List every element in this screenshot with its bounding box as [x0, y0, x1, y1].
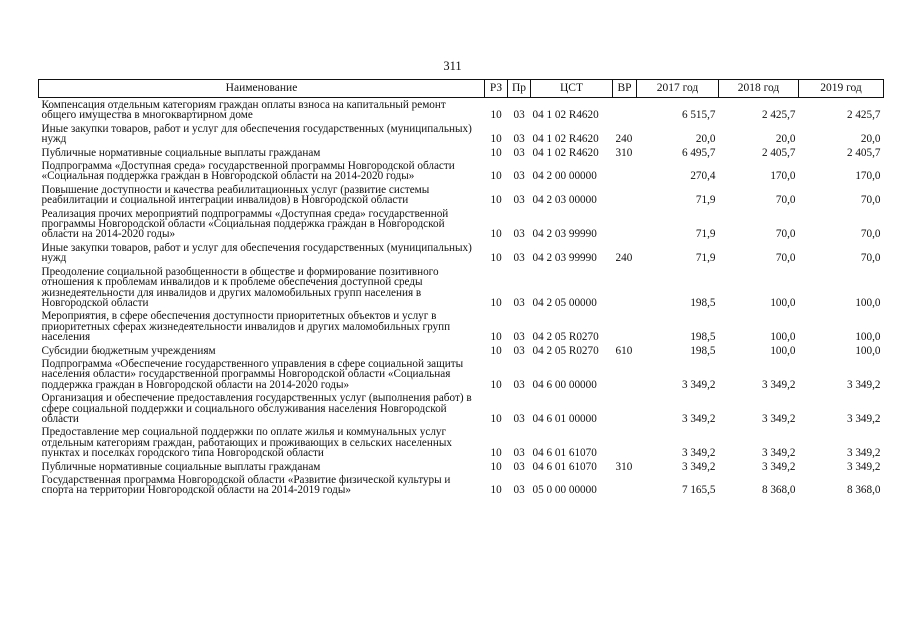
row-2017: 71,9 [695, 252, 716, 265]
row-2019: 2 405,7 [846, 146, 881, 159]
table-row [39, 265, 884, 310]
row-name: Публичные нормативные социальные выплаты гражданам [41, 460, 321, 473]
header-rz: РЗ [485, 80, 508, 98]
row-cst: 04 2 03 00000 [532, 194, 597, 207]
row-2019: 3 349,2 [846, 412, 881, 425]
table-row [39, 146, 884, 159]
row-name: Субсидии бюджетным учреждениям [41, 344, 216, 357]
row-pr: 03 [513, 109, 525, 122]
row-2017: 20,0 [695, 133, 716, 146]
row-2019: 3 349,2 [846, 460, 881, 473]
header-row [39, 80, 884, 98]
budget-table [38, 79, 884, 497]
row-2019: 100,0 [855, 296, 881, 309]
row-2019: 70,0 [860, 252, 881, 265]
table-row [39, 391, 884, 425]
header-cst: ЦСТ [531, 80, 613, 98]
row-rz: 10 [490, 252, 502, 265]
row-name: Подпрограмма «Обеспечение государственного управления в сфере социальной защиты населения области» государственной программы Новгородской области «Социальная поддержка граждан в Новгородской области на 2014-2020 годы» [41, 357, 464, 391]
row-2019: 70,0 [860, 228, 881, 241]
row-name: Преодоление социальной разобщенности в обществе и формирование позитивного отношения к проблемам инвалидов и к проблеме обеспечения доступной среды жизнедеятельности для инвалидов и других маломобильных групп населения в Новгородской области [41, 265, 439, 309]
row-pr: 03 [513, 484, 525, 497]
row-cst: 04 1 02 R4620 [532, 133, 599, 146]
table-row [39, 159, 884, 183]
row-vr [613, 357, 637, 391]
row-vr [613, 391, 637, 425]
row-vr [613, 98, 637, 122]
row-rz: 10 [490, 460, 502, 473]
row-rz: 10 [490, 484, 502, 497]
row-2019: 8 368,0 [846, 484, 881, 497]
row-rz: 10 [490, 194, 502, 207]
table-row [39, 460, 884, 473]
table-row [39, 98, 884, 122]
row-name: Государственная программа Новгородской области «Развитие физической культуры и спорта на территории Новгородской области на 2014-2019 годы» [41, 474, 451, 497]
row-pr: 03 [513, 252, 525, 265]
row-2017: 71,9 [695, 228, 716, 241]
row-2017: 198,5 [690, 296, 716, 309]
row-cst: 04 1 02 R4620 [532, 109, 599, 122]
row-name: Мероприятия, в сфере обеспечения доступности приоритетных объектов и услуг в приоритетных сферах жизнедеятельности инвалидов и других маломобильных групп населения [41, 310, 451, 344]
table-row [39, 183, 884, 207]
row-name: Реализация прочих мероприятий подпрограммы «Доступная среда» государственной программы Новгородской области «Социальная поддержка граждан в Новгородской области на 2014-2020 годы» [41, 207, 449, 241]
row-name: Подпрограмма «Доступная среда» государственной программы Новгородской области «Социальная поддержка граждан в Новгородской области на 2014-2020 годы» [41, 160, 455, 183]
row-2017: 270,4 [690, 170, 716, 183]
row-rz: 10 [490, 378, 502, 391]
row-2018: 100,0 [770, 296, 796, 309]
row-cst: 04 2 05 00000 [532, 296, 597, 309]
row-pr: 03 [513, 331, 525, 344]
row-pr: 03 [513, 344, 525, 357]
row-2017: 6 515,7 [681, 109, 716, 122]
table-row [39, 473, 884, 497]
row-2018: 2 405,7 [761, 146, 796, 159]
table-row [39, 309, 884, 343]
row-rz: 10 [490, 170, 502, 183]
row-2017: 3 349,2 [681, 378, 716, 391]
row-vr [613, 425, 637, 459]
header-2018: 2018 год [719, 80, 799, 98]
row-rz: 10 [490, 331, 502, 344]
row-2018: 3 349,2 [761, 412, 796, 425]
table-row [39, 425, 884, 459]
row-2018: 20,0 [775, 133, 796, 146]
row-2017: 198,5 [690, 331, 716, 344]
row-rz: 10 [490, 109, 502, 122]
row-2017: 6 495,7 [681, 146, 716, 159]
row-pr: 03 [513, 228, 525, 241]
row-vr: 240 [615, 252, 633, 265]
row-vr [613, 207, 637, 241]
row-rz: 10 [490, 447, 502, 460]
row-rz: 10 [490, 146, 502, 159]
row-name: Предоставление мер социальной поддержки по оплате жилья и коммунальных услуг отдельным категориям граждан, работающих и проживающих в сельских населенных пунктах и поселках городского типа Новгородской области [41, 426, 452, 460]
row-vr: 610 [615, 344, 633, 357]
table-header [39, 80, 884, 98]
row-2019: 100,0 [855, 331, 881, 344]
table-row [39, 241, 884, 265]
row-2019: 3 349,2 [846, 378, 881, 391]
row-cst: 04 2 03 99990 [532, 228, 597, 241]
row-pr: 03 [513, 378, 525, 391]
row-cst: 04 1 02 R4620 [532, 146, 599, 159]
header-pr: Пр [508, 80, 531, 98]
row-2018: 3 349,2 [761, 378, 796, 391]
row-vr [613, 183, 637, 207]
row-cst: 04 6 01 00000 [532, 412, 597, 425]
row-rz: 10 [490, 344, 502, 357]
row-2017: 7 165,5 [681, 484, 716, 497]
row-name: Публичные нормативные социальные выплаты гражданам [41, 146, 321, 159]
row-pr: 03 [513, 447, 525, 460]
row-vr [613, 473, 637, 497]
row-2018: 3 349,2 [761, 447, 796, 460]
row-cst: 04 2 05 R0270 [532, 344, 599, 357]
table-row [39, 344, 884, 357]
row-name: Иные закупки товаров, работ и услуг для обеспечения государственных (муниципальных) нужд [41, 122, 472, 146]
row-2018: 170,0 [770, 170, 796, 183]
row-2018: 2 425,7 [761, 109, 796, 122]
row-cst: 04 2 03 99990 [532, 252, 597, 265]
row-name: Компенсация отдельным категориям граждан оплаты взноса на капитальный ремонт общего имущества в многоквартирном доме [41, 99, 446, 122]
row-2019: 170,0 [855, 170, 881, 183]
row-2019: 100,0 [855, 344, 881, 357]
row-pr: 03 [513, 296, 525, 309]
row-2018: 100,0 [770, 331, 796, 344]
row-cst: 04 6 01 61070 [532, 460, 597, 473]
row-vr: 240 [615, 133, 633, 146]
row-vr [613, 159, 637, 183]
row-2018: 70,0 [775, 252, 796, 265]
row-2019: 2 425,7 [846, 109, 881, 122]
page-number: 311 [443, 59, 462, 73]
row-name: Повышение доступности и качества реабилитационных услуг (развитие системы реабилитации и социальной интеграции инвалидов) в Новгородской области [41, 183, 430, 207]
row-vr [613, 265, 637, 310]
row-cst: 04 6 01 61070 [532, 447, 597, 460]
row-vr: 310 [615, 146, 633, 159]
row-2019: 20,0 [860, 133, 881, 146]
header-name: Наименование [39, 80, 485, 98]
row-2017: 71,9 [695, 194, 716, 207]
row-cst: 04 6 00 00000 [532, 378, 597, 391]
table-row [39, 122, 884, 146]
row-2018: 100,0 [770, 344, 796, 357]
row-pr: 03 [513, 460, 525, 473]
row-rz: 10 [490, 412, 502, 425]
row-2019: 3 349,2 [846, 447, 881, 460]
row-pr: 03 [513, 146, 525, 159]
row-cst: 04 2 00 00000 [532, 170, 597, 183]
header-2019: 2019 год [799, 80, 884, 98]
row-name: Организация и обеспечение предоставления государственных услуг (выполнения работ) в сфере социальной поддержки и социального обслуживания населения Новгородской области [41, 392, 472, 425]
row-pr: 03 [513, 170, 525, 183]
row-2017: 3 349,2 [681, 460, 716, 473]
row-2018: 8 368,0 [761, 484, 796, 497]
row-rz: 10 [490, 228, 502, 241]
table-body [39, 98, 884, 497]
row-2017: 3 349,2 [681, 412, 716, 425]
row-2018: 70,0 [775, 228, 796, 241]
row-2017: 198,5 [690, 344, 716, 357]
row-rz: 10 [490, 296, 502, 309]
row-rz: 10 [490, 133, 502, 146]
row-2018: 70,0 [775, 194, 796, 207]
row-pr: 03 [513, 412, 525, 425]
row-cst: 04 2 05 R0270 [532, 331, 599, 344]
row-2019: 70,0 [860, 194, 881, 207]
row-cst: 05 0 00 00000 [532, 484, 597, 497]
header-2017: 2017 год [637, 80, 719, 98]
header-vr: ВР [613, 80, 637, 98]
table-row [39, 207, 884, 241]
row-vr: 310 [615, 460, 633, 473]
row-pr: 03 [513, 194, 525, 207]
table-row [39, 357, 884, 391]
row-name: Иные закупки товаров, работ и услуг для обеспечения государственных (муниципальных) нужд [41, 241, 472, 265]
row-2017: 3 349,2 [681, 447, 716, 460]
row-2018: 3 349,2 [761, 460, 796, 473]
row-vr [613, 309, 637, 343]
row-pr: 03 [513, 133, 525, 146]
